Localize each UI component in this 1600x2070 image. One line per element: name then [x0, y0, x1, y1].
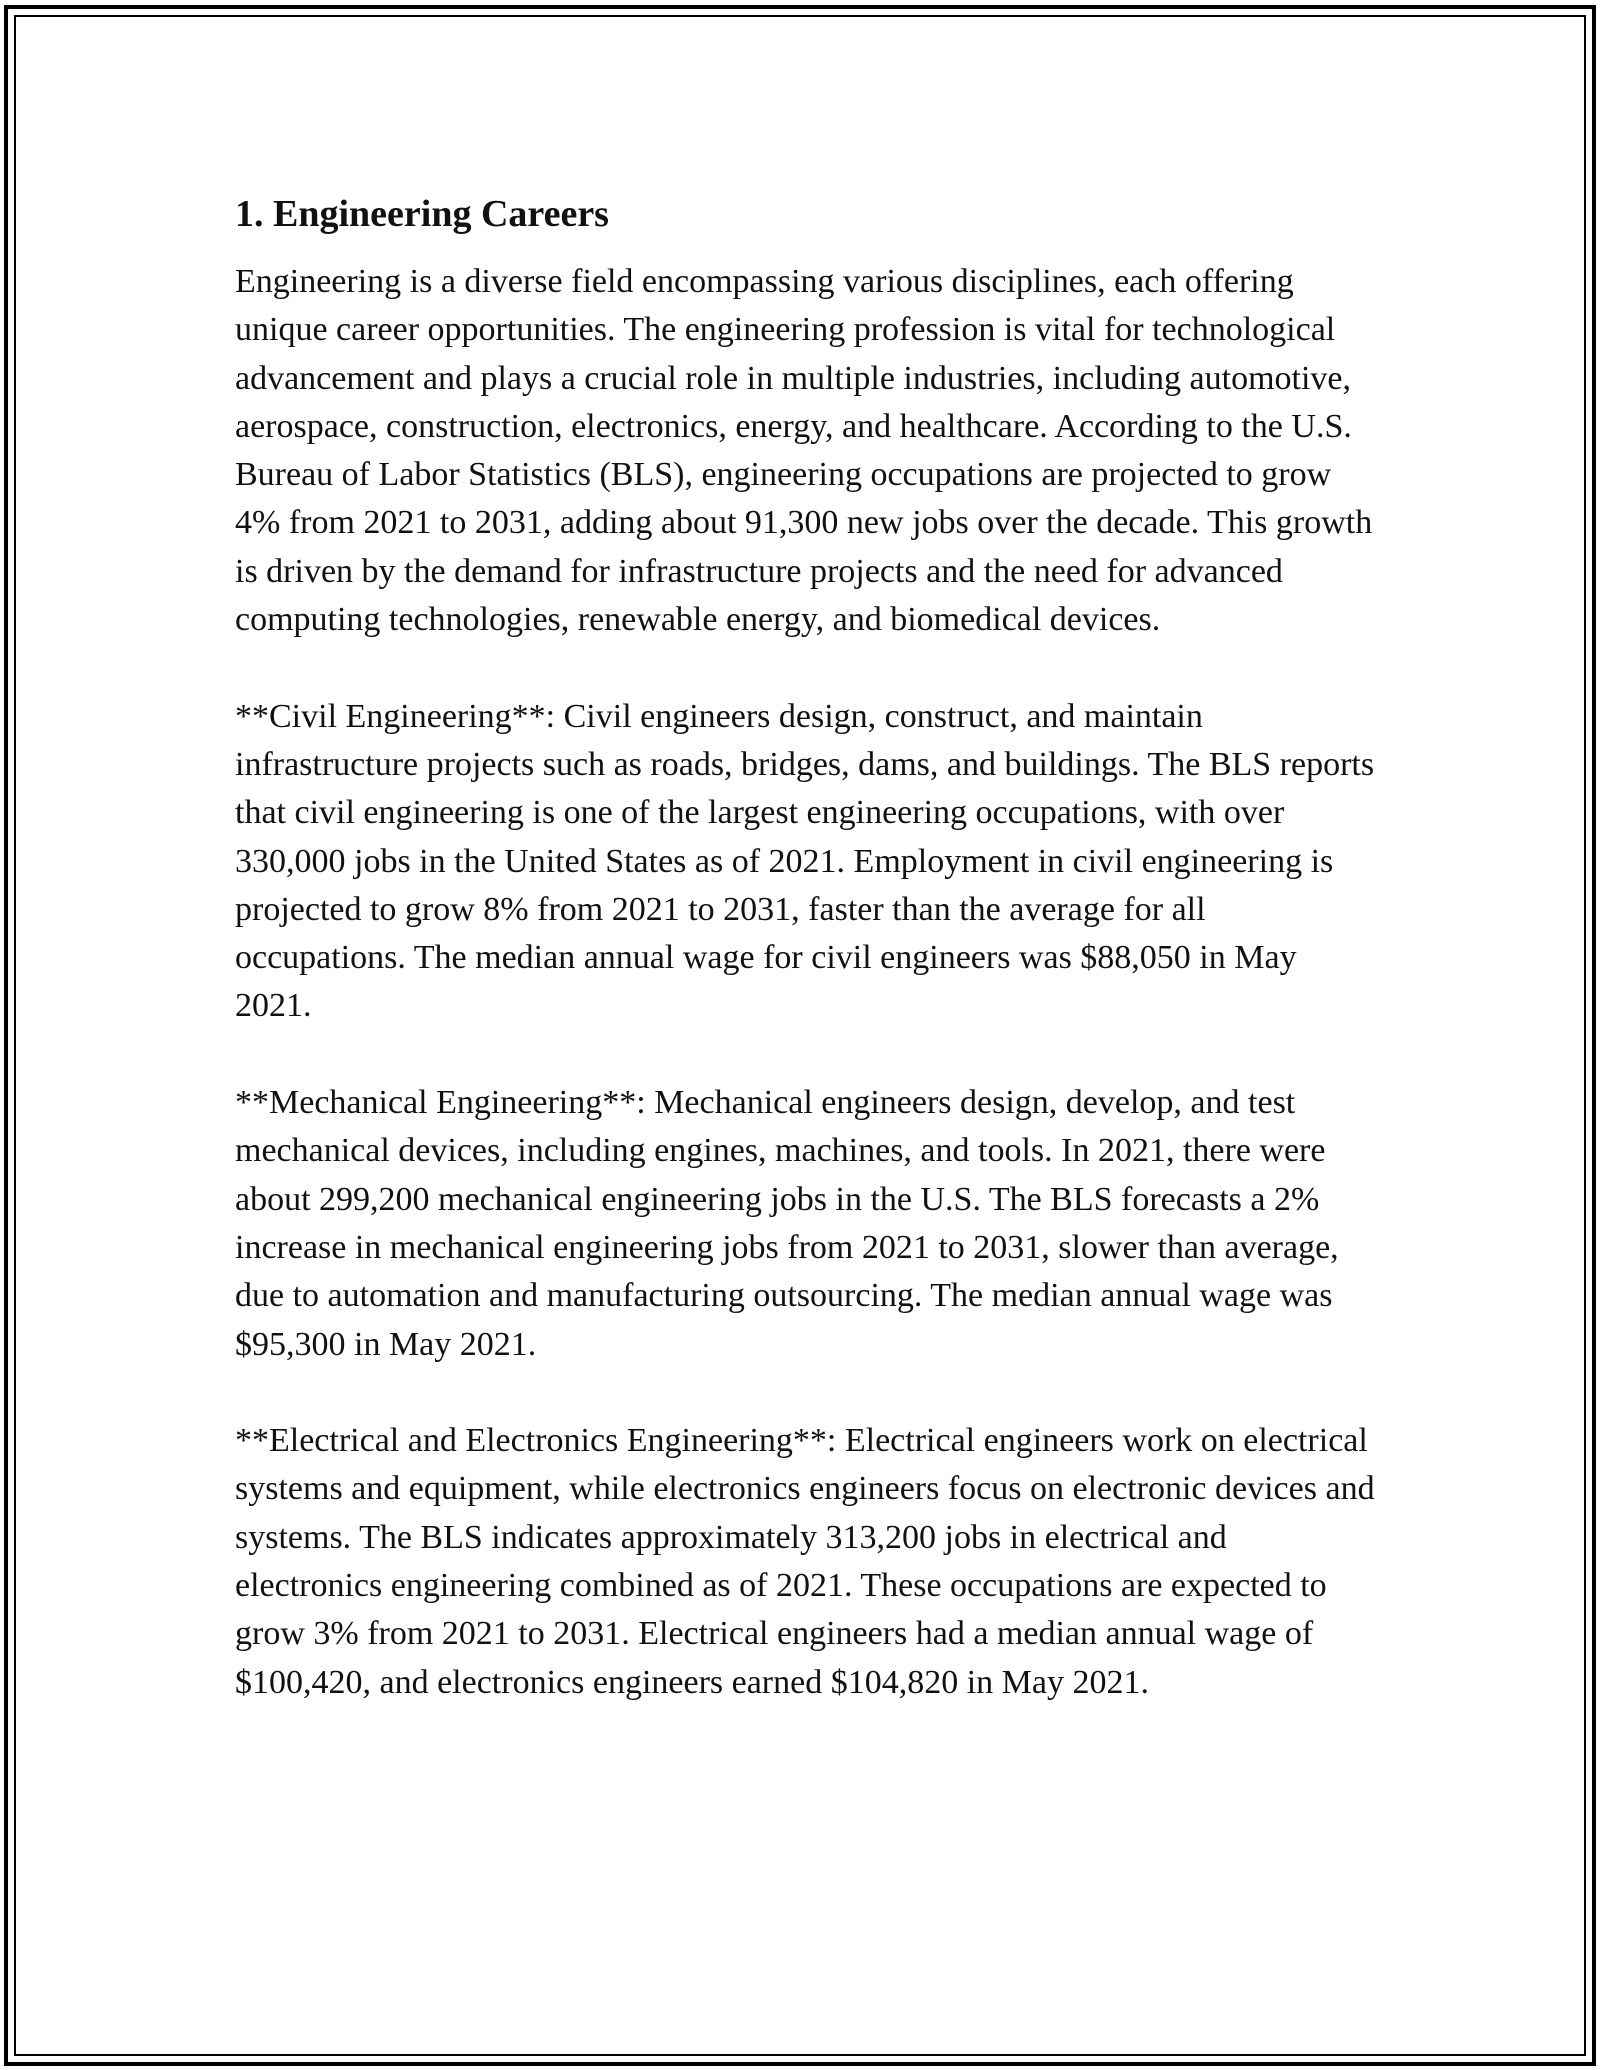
section-heading: 1. Engineering Careers — [235, 193, 609, 235]
paragraph-intro: Engineering is a diverse field encompassing various disciplines, each offering unique career opportunities. The engineering profession is vital for technological advancement and plays a crucial role in multiple industries, including automotive, aerospace, construction, electronics, energy, and healthcare. According to the U.S. Bureau of Labor Statistics (BLS), engineering occupations are projected to grow 4% from 2021 to 2031, adding about 91,300 new jobs over the decade. This growth is driven by the demand for infrastructure projects and the need for advanced computing technologies, renewable energy, and biomedical devices. — [235, 263, 1373, 639]
document-body — [235, 186, 1375, 1707]
paragraph-mechanical-engineering: **Mechanical Engineering**: Mechanical engineers design, develop, and test mechanical devices, including engines, machines, and tools. In 2021, there were about 299,200 mechanical engineering jobs in the U.S. The BLS forecasts a 2% increase in mechanical engineering jobs from 2021 to 2031, slower than average, due to automation and manufacturing outsourcing. The median annual wage was $95,300 in May 2021. — [235, 1084, 1339, 1363]
paragraph-civil-engineering: **Civil Engineering**: Civil engineers design, construct, and maintain infrastructure projects such as roads, bridges, dams, and buildings. The BLS reports that civil engineering is one of the largest engineering occupations, with over 330,000 jobs in the United States as of 2021. Employment in civil engineering is projected to grow 8% from 2021 to 2031, faster than the average for all occupations. The median annual wage for civil engineers was $88,050 in May 2021. — [235, 697, 1375, 1025]
paragraph-electrical-engineering: **Electrical and Electronics Engineering**: Electrical engineers work on electrical systems and equipment, while electronics engineers focus on electronic devices and systems. The BLS indicates approximately 313,200 jobs in electrical and electronics engineering combined as of 2021. These occupations are expected to grow 3% from 2021 to 2031. Electrical engineers had a median annual wage of $100,420, and electronics engineers earned $104,820 in May 2021. — [235, 1422, 1375, 1701]
